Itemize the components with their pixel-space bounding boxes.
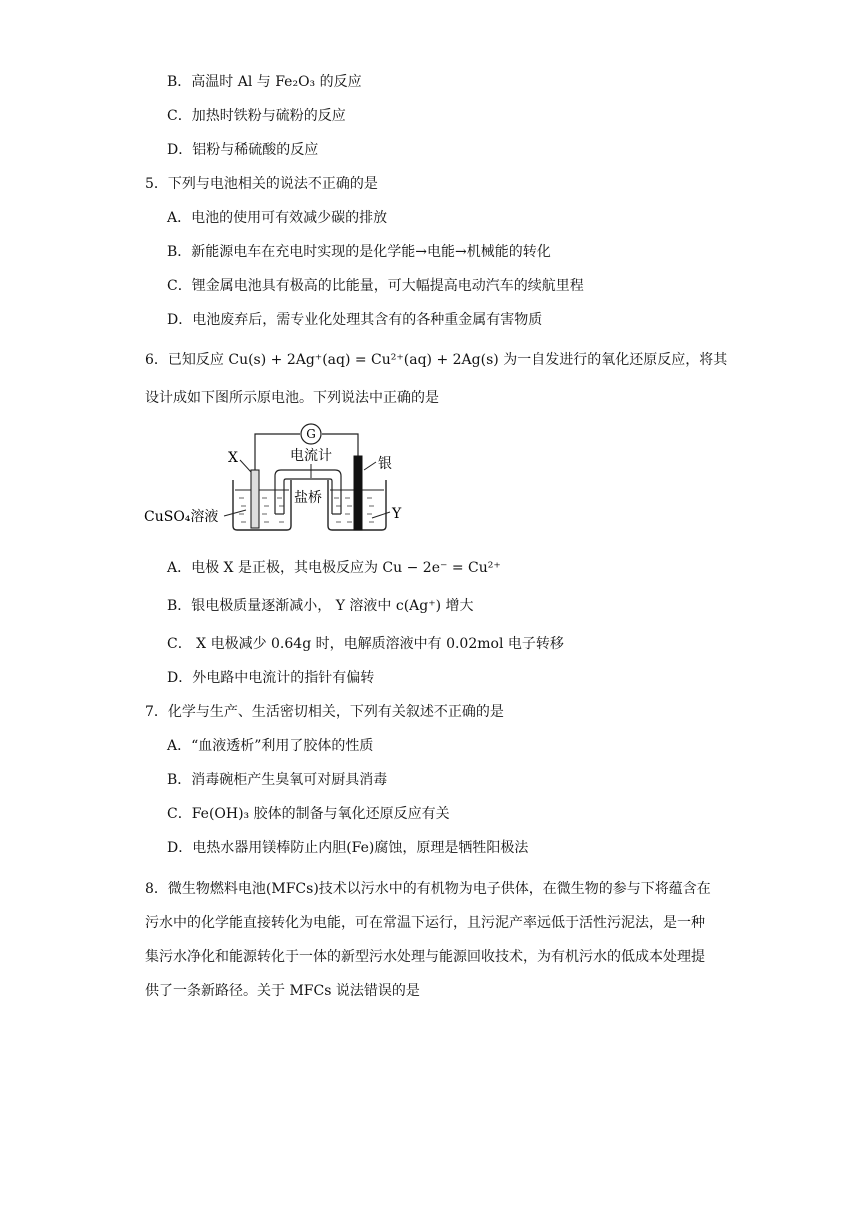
q7-stem: 7．化学与生产、生活密切相关，下列有关叙述不正确的是 [145, 704, 504, 720]
q4-option-c: C．加热时铁粉与硫粉的反应 [167, 108, 346, 124]
q5-option-c: C．锂金属电池具有极高的比能量，可大幅提高电动汽车的续航里程 [167, 278, 584, 294]
current-meter-label: 电流计 [290, 448, 332, 464]
q6-option-b: B．银电极质量逐渐减小， Y 溶液中 c(Ag⁺) 增大 [167, 598, 474, 614]
electrode-x-label: X [228, 450, 238, 466]
silver-electrode [354, 456, 362, 530]
q6-stem-line1: 6．已知反应 Cu(s) + 2Ag⁺(aq) = Cu²⁺(aq) + 2Ag(s) 为一自发进行的氧化还原反应，将其 [145, 352, 728, 368]
silver-label: 银 [378, 456, 392, 472]
q6-stem-line2: 设计成如下图所示原电池。下列说法中正确的是 [145, 390, 439, 406]
galvanic-cell-diagram [140, 418, 420, 543]
q4-option-d: D．铝粉与稀硫酸的反应 [167, 142, 319, 158]
q4-option-b: B．高温时 Al 与 Fe₂O₃ 的反应 [167, 74, 362, 90]
q7-option-d: D．电热水器用镁棒防止内胆(Fe)腐蚀，原理是牺牲阳极法 [167, 840, 529, 856]
galvanometer-label: G [306, 427, 316, 441]
electrode-x [251, 470, 259, 528]
q8-stem: 8．微生物燃料电池(MFCs)技术以污水中的有机物为电子供体，在微生物的参与下将蕴含在污水中的化学能直接转化为电能，可在常温下运行，且污泥产率远低于活性污泥法，是一种集污水净化和能源转化于一体的新型污水处理与能源回收技术，为有机污水的低成本处理提供了一条新路径。关于 MFCs 说法错误的是 [145, 881, 711, 999]
q5-stem: 5．下列与电池相关的说法不正确的是 [145, 176, 378, 192]
q6-option-d: D．外电路中电流计的指针有偏转 [167, 670, 375, 686]
q6-option-a: A．电极 X 是正极，其电极反应为 Cu − 2e⁻ = Cu²⁺ [167, 560, 501, 576]
cuso4-solution-label: CuSO₄溶液 [144, 509, 219, 525]
solution-y-label: Y [392, 506, 402, 522]
q7-option-c: C．Fe(OH)₃ 胶体的制备与氧化还原反应有关 [167, 806, 450, 822]
q5-option-d: D．电池废弃后，需专业化处理其含有的各种重金属有害物质 [167, 312, 543, 328]
salt-bridge-label: 盐桥 [294, 490, 322, 506]
q7-option-a: A．“血液透析”利用了胶体的性质 [167, 738, 374, 754]
q7-option-b: B．消毒碗柜产生臭氧可对厨具消毒 [167, 772, 388, 788]
q5-option-a: A．电池的使用可有效减少碳的排放 [167, 210, 388, 226]
q6-option-c: C． X 电极减少 0.64g 时，电解质溶液中有 0.02mol 电子转移 [167, 636, 564, 652]
q5-option-b: B．新能源电车在充电时实现的是化学能→电能→机械能的转化 [167, 244, 551, 260]
